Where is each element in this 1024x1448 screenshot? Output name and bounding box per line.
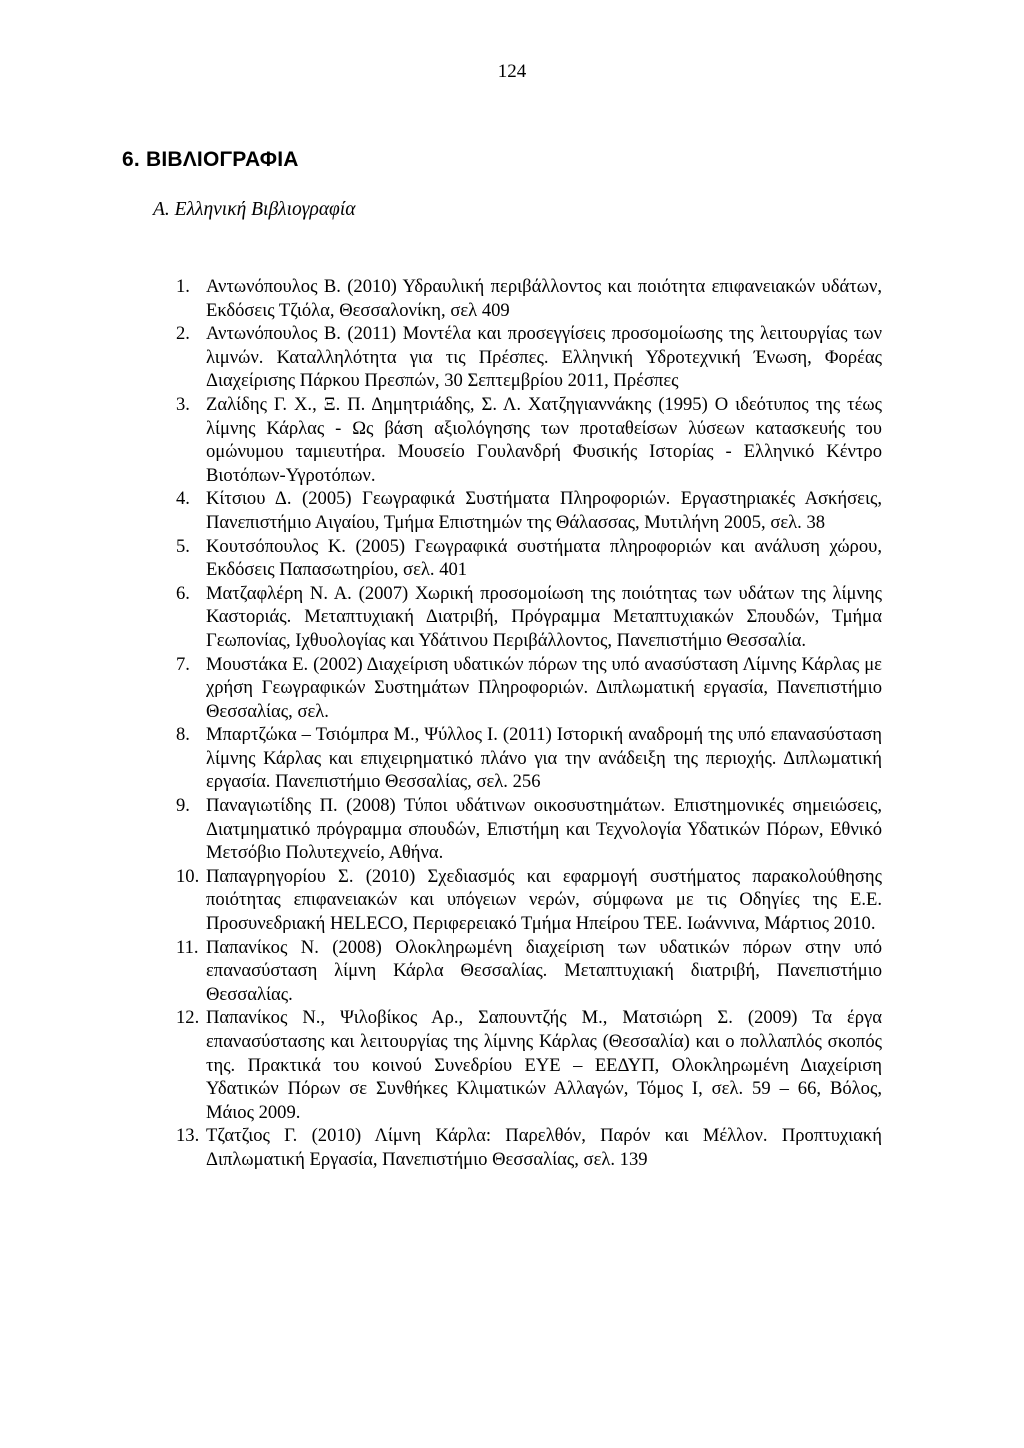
reference-number: 1. <box>176 276 190 297</box>
reference-item <box>176 393 882 487</box>
reference-item <box>176 653 882 724</box>
reference-item <box>176 535 882 582</box>
chapter-heading: 6. ΒΙΒΛΙΟΓΡΑΦΙΑ <box>122 148 299 171</box>
reference-number: 12. <box>176 1007 200 1029</box>
reference-text: Παπανίκος Ν., Ψιλοβίκος Αρ., Σαπουντζής Μ., Ματσιώρη Σ. (2009) Τα έργα επανασύστασης και λειτουργίας της λίμνης Κάρλας (Θεσσαλία) και ο πολλαπλός σκοπός της. Πρακτικά του κοινού Συνεδρίου ΕΥΕ – ΕΕΔΥΠ, Ολοκληρωμένη Διαχείριση Υδατικών Πόρων σε Συνθήκες Κλιματικών Αλλαγών, Τόμος Ι, σελ. 59 – 66, Βόλος, Μάιος 2009. <box>206 1007 882 1123</box>
reference-item <box>176 322 882 393</box>
reference-item <box>176 723 882 794</box>
reference-text: Παναγιωτίδης Π. (2008) Τύποι υδάτινων οικοσυστημάτων. Επιστημονικές σημειώσεις, Διατμηματικό πρόγραμμα σπουδών, Επιστήμη και Τεχνολογία Υδατικών Πόρων, Εθνικό Μετσόβιο Πολυτεχνείο, Αθήνα. <box>206 795 882 864</box>
reference-text: Κίτσιου Δ. (2005) Γεωγραφικά Συστήματα Πληροφοριών. Εργαστηριακές Ασκήσεις, Πανεπιστήμιο Αιγαίου, Τμήμα Επιστημών της Θάλασσας, Μυτιλήνη 2005, σελ. 38 <box>206 488 882 533</box>
reference-text: Παπαγρηγορίου Σ. (2010) Σχεδιασμός και εφαρμογή συστήματος παρακολούθησης ποιότητας επιφανειακών και υπόγειων νερών, σύμφωνα με τις Οδηγίες της Ε.Ε. Προσυνεδριακή HELECO, Περιφερειακό Τμήμα Ηπείρου ΤΕΕ. Ιωάννινα, Μάρτιος 2010. <box>206 865 882 935</box>
reference-number: 2. <box>176 323 190 345</box>
reference-number: 9. <box>176 795 190 817</box>
reference-item <box>176 794 882 865</box>
reference-item <box>176 1006 882 1124</box>
reference-text: Κουτσόπουλος Κ. (2005) Γεωγραφικά συστήματα πληροφοριών και ανάλυση χώρου, Εκδόσεις Παπασωτηρίου, σελ. 401 <box>206 535 882 581</box>
reference-number: 11. <box>176 936 199 958</box>
reference-number: 8. <box>176 724 190 746</box>
reference-item <box>176 1124 882 1171</box>
reference-number: 10. <box>176 865 200 887</box>
reference-list <box>176 275 882 1172</box>
reference-text: Αντωνόπουλος Β. (2010) Υδραυλική περιβάλλοντος και ποιότητα επιφανειακών υδάτων, Εκδόσεις Τζιόλα, Θεσσαλονίκη, σελ 409 <box>206 276 882 321</box>
reference-text: Τζατζιος Γ. (2010) Λίμνη Κάρλα: Παρελθόν, Παρόν και Μέλλον. Προπτυχιακή Διπλωματική Εργασία, Πανεπιστήμιο Θεσσαλίας, σελ. 139 <box>206 1125 882 1170</box>
reference-text: Μουστάκα Ε. (2002) Διαχείριση υδατικών πόρων της υπό ανασύσταση Λίμνης Κάρλας με χρήση Γεωγραφικών Συστημάτων Πληροφοριών. Διπλωματική εργασία, Πανεπιστήμιο Θεσσαλίας, σελ. <box>206 653 882 722</box>
reference-item <box>176 582 882 653</box>
reference-number: 6. <box>176 582 190 604</box>
reference-item <box>176 487 882 534</box>
reference-number: 4. <box>176 488 190 510</box>
reference-item <box>176 865 882 936</box>
reference-text: Παπανίκος Ν. (2008) Ολοκληρωμένη διαχείριση των υδατικών πόρων στην υπό επανασύσταση λίμνη Κάρλα Θεσσαλίας. Μεταπτυχιακή διατριβή, Πανεπιστήμιο Θεσσαλίας. <box>206 936 882 1005</box>
reference-text: Μπαρτζώκα – Τσιόμπρα Μ., Ψύλλος Ι. (2011) Ιστορική αναδρομή της υπό επανασύσταση λίμνης Κάρλας και επιχειρηματικό πλάνο για την ανάδειξη της περιοχής. Διπλωματική εργασία. Πανεπιστήμιο Θεσσαλίας, σελ. 256 <box>206 724 882 793</box>
reference-number: 5. <box>176 535 190 557</box>
section-heading: Α. Ελληνική Βιβλιογραφία <box>153 199 356 220</box>
reference-number: 7. <box>176 653 190 675</box>
reference-text: Ματζαφλέρη Ν. Α. (2007) Χωρική προσομοίωση της ποιότητας των υδάτων της λίμνης Καστοριάς. Μεταπτυχιακή Διατριβή, Πρόγραμμα Μεταπτυχιακών Σπουδών, Τμήμα Γεωπονίας, Ιχθυολογίας και Υδάτινου Περιβάλλοντος, Πανεπιστήμιο Θεσσαλία. <box>206 582 882 651</box>
reference-number: 3. <box>176 393 190 415</box>
reference-number: 13. <box>176 1125 200 1147</box>
reference-text: Ζαλίδης Γ. Χ., Ξ. Π. Δημητριάδης, Σ. Λ. Χατζηγιαννάκης (1995) Ο ιδεότυπος της τέως λίμνης Κάρλας - Ως βάση αξιολόγησης των προταθείσων λύσεων κατασκευής του ομώνυμου ταμιευτήρα. Μουσείο Γουλανδρή Φυσικής Ιστορίας - Ελληνικό Κέντρο Βιοτόπων-Υγροτόπων. <box>206 393 882 486</box>
reference-item <box>176 936 882 1007</box>
reference-item <box>176 275 882 322</box>
reference-text: Αντωνόπουλος Β. (2011) Μοντέλα και προσεγγίσεις προσομοίωσης της λειτουργίας των λιμνών. Καταλληλότητα για τις Πρέσπες. Ελληνική Υδροτεχνική Ένωση, Φορέας Διαχείρισης Πάρκου Πρεσπών, 30 Σεπτεμβρίου 2011, Πρέσπες <box>206 323 882 392</box>
page-number: 124 <box>497 61 527 82</box>
